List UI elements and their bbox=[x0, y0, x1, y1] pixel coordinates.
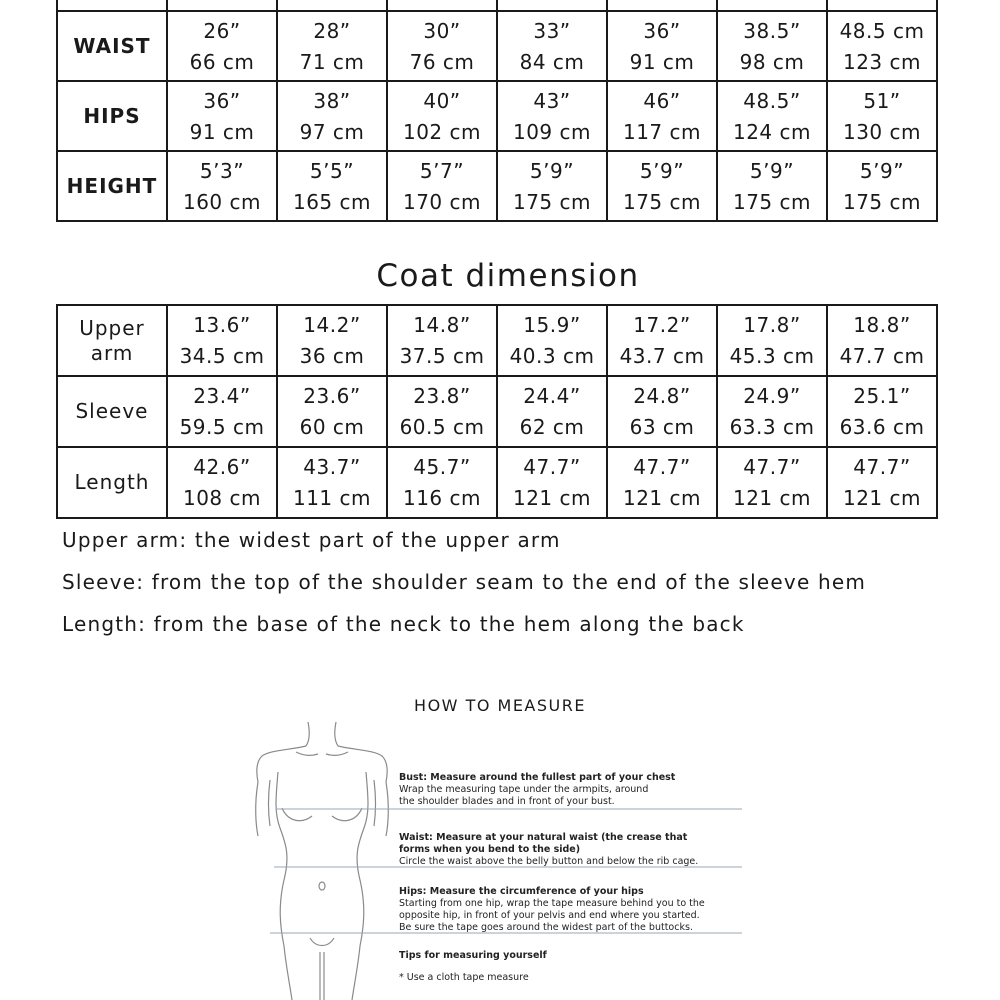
value-centimeters: 175 cm bbox=[512, 189, 591, 214]
value-centimeters: 36 cm bbox=[299, 344, 365, 368]
value-inches: 5’9” bbox=[749, 158, 795, 183]
coat-dimension-table bbox=[56, 304, 938, 519]
value-centimeters: 63 cm bbox=[629, 415, 695, 439]
value-centimeters: 175 cm bbox=[732, 189, 811, 214]
body-size-table bbox=[56, 0, 938, 222]
value-inches: 25.1” bbox=[853, 384, 911, 408]
value-centimeters: 63.3 cm bbox=[729, 415, 815, 439]
value-inches: 46” bbox=[643, 88, 681, 113]
value-inches: 14.2” bbox=[303, 313, 361, 337]
size-cell bbox=[827, 376, 937, 447]
value-inches: 24.9” bbox=[743, 384, 801, 408]
value-inches: 45.7” bbox=[413, 455, 471, 479]
size-cell bbox=[827, 305, 937, 376]
note-sleeve: Sleeve: from the top of the shoulder seam to the end of the sleeve hem bbox=[62, 570, 867, 594]
size-cell bbox=[167, 376, 277, 447]
size-cell bbox=[497, 11, 607, 81]
measure-figure bbox=[240, 716, 760, 1000]
value-inches: 26” bbox=[203, 18, 241, 43]
value-inches: 47.7” bbox=[743, 455, 801, 479]
value-inches: 36” bbox=[643, 18, 681, 43]
size-cell bbox=[717, 151, 827, 221]
value-centimeters: 71 cm bbox=[299, 49, 365, 74]
value-centimeters: 98 cm bbox=[739, 49, 805, 74]
size-cell bbox=[167, 81, 277, 151]
size-cell bbox=[277, 151, 387, 221]
value-inches: 42.6” bbox=[193, 455, 251, 479]
table-row bbox=[57, 81, 937, 151]
value-centimeters: 165 cm bbox=[292, 189, 371, 214]
value-centimeters: 124 cm bbox=[732, 119, 811, 144]
hips-instructions: Hips: Measure the circumference of your hips Starting from one hip, wrap the tape measure behind you to the opposite hip, in front of your pelvis and end where you started. Be sure the tape goes around the widest part of the buttocks. bbox=[399, 886, 705, 933]
measurement-notes bbox=[62, 527, 866, 653]
value-centimeters: 34.5 cm bbox=[179, 344, 265, 368]
size-cell bbox=[167, 447, 277, 518]
row-label: Length bbox=[57, 447, 167, 518]
value-inches: 48.5 cm bbox=[839, 18, 925, 43]
row-label: HEIGHT bbox=[57, 151, 167, 221]
size-cell bbox=[387, 305, 497, 376]
value-inches: 17.2” bbox=[633, 313, 691, 337]
value-inches: 47.7” bbox=[853, 455, 911, 479]
value-centimeters: 160 cm bbox=[182, 189, 261, 214]
value-centimeters: 59.5 cm bbox=[179, 415, 265, 439]
size-cell bbox=[387, 447, 497, 518]
value-inches: 15.9” bbox=[523, 313, 581, 337]
size-cell bbox=[717, 376, 827, 447]
size-cell bbox=[827, 447, 937, 518]
table-row bbox=[57, 151, 937, 221]
value-inches: 14.8” bbox=[413, 313, 471, 337]
value-centimeters: 175 cm bbox=[622, 189, 701, 214]
value-centimeters: 76 cm bbox=[409, 49, 475, 74]
table-row bbox=[57, 305, 937, 376]
table-row bbox=[57, 11, 937, 81]
value-inches: 38” bbox=[313, 88, 351, 113]
value-centimeters: 40.3 cm bbox=[509, 344, 595, 368]
value-centimeters: 108 cm bbox=[182, 486, 261, 510]
value-centimeters: 111 cm bbox=[292, 486, 371, 510]
value-centimeters: 62 cm bbox=[519, 415, 585, 439]
value-centimeters: 63.6 cm bbox=[839, 415, 925, 439]
value-centimeters: 116 cm bbox=[402, 486, 481, 510]
value-centimeters: 60 cm bbox=[299, 415, 365, 439]
row-label: Sleeve bbox=[57, 376, 167, 447]
value-centimeters: 66 cm bbox=[189, 49, 255, 74]
size-cell bbox=[607, 151, 717, 221]
value-inches: 28” bbox=[313, 18, 351, 43]
size-cell bbox=[167, 11, 277, 81]
note-upper-arm: Upper arm: the widest part of the upper arm bbox=[62, 528, 561, 552]
size-cell bbox=[497, 447, 607, 518]
value-centimeters: 121 cm bbox=[512, 486, 591, 510]
value-inches: 36” bbox=[203, 88, 241, 113]
row-label: Upper arm bbox=[57, 305, 167, 376]
value-inches: 17.8” bbox=[743, 313, 801, 337]
row-label: HIPS bbox=[57, 81, 167, 151]
value-inches: 5’9” bbox=[639, 158, 685, 183]
value-inches: 23.8” bbox=[413, 384, 471, 408]
bust-instructions: Bust: Measure around the fullest part of your chest Wrap the measuring tape under the armpits, around the shoulder blades and in front of your bust. bbox=[399, 772, 676, 807]
size-cell bbox=[277, 305, 387, 376]
value-centimeters: 37.5 cm bbox=[399, 344, 485, 368]
value-centimeters: 47.7 cm bbox=[839, 344, 925, 368]
value-inches: 13.6” bbox=[193, 313, 251, 337]
value-centimeters: 43.7 cm bbox=[619, 344, 705, 368]
value-inches: 38.5” bbox=[743, 18, 801, 43]
size-cell bbox=[387, 151, 497, 221]
value-centimeters: 84 cm bbox=[519, 49, 585, 74]
value-centimeters: 60.5 cm bbox=[399, 415, 485, 439]
size-cell bbox=[717, 11, 827, 81]
value-inches: 5’3” bbox=[199, 158, 245, 183]
size-cell bbox=[277, 81, 387, 151]
size-cell bbox=[717, 81, 827, 151]
value-inches: 5’9” bbox=[529, 158, 575, 183]
size-cell bbox=[277, 447, 387, 518]
size-cell bbox=[607, 305, 717, 376]
size-cell bbox=[497, 305, 607, 376]
value-inches: 5’5” bbox=[309, 158, 355, 183]
value-inches: 23.4” bbox=[193, 384, 251, 408]
size-cell bbox=[277, 11, 387, 81]
value-inches: 24.8” bbox=[633, 384, 691, 408]
value-centimeters: 117 cm bbox=[622, 119, 701, 144]
value-centimeters: 121 cm bbox=[622, 486, 701, 510]
table-row bbox=[57, 376, 937, 447]
size-cell bbox=[717, 305, 827, 376]
size-cell bbox=[827, 11, 937, 81]
value-centimeters: 97 cm bbox=[299, 119, 365, 144]
value-inches: 47.7” bbox=[523, 455, 581, 479]
value-inches: 43” bbox=[533, 88, 571, 113]
size-cell bbox=[827, 151, 937, 221]
value-centimeters: 130 cm bbox=[842, 119, 921, 144]
size-cell bbox=[827, 81, 937, 151]
size-cell bbox=[167, 305, 277, 376]
value-inches: 30” bbox=[423, 18, 461, 43]
value-centimeters: 109 cm bbox=[512, 119, 591, 144]
coat-dimension-title: Coat dimension bbox=[376, 258, 640, 294]
value-centimeters: 102 cm bbox=[402, 119, 481, 144]
size-cell bbox=[497, 376, 607, 447]
size-cell bbox=[167, 151, 277, 221]
value-inches: 5’7” bbox=[419, 158, 465, 183]
size-cell bbox=[607, 11, 717, 81]
value-centimeters: 45.3 cm bbox=[729, 344, 815, 368]
measuring-tips: Tips for measuring yourself * Use a cloth tape measure bbox=[399, 950, 547, 983]
size-cell bbox=[277, 376, 387, 447]
value-inches: 23.6” bbox=[303, 384, 361, 408]
value-centimeters: 121 cm bbox=[732, 486, 811, 510]
value-centimeters: 170 cm bbox=[402, 189, 481, 214]
waist-instructions: Waist: Measure at your natural waist (the crease that forms when you bend to the side) Circle the waist above the belly button and below the rib cage. bbox=[399, 832, 699, 867]
size-cell bbox=[497, 151, 607, 221]
size-cell bbox=[387, 376, 497, 447]
value-inches: 5’9” bbox=[859, 158, 905, 183]
value-inches: 18.8” bbox=[853, 313, 911, 337]
size-cell bbox=[607, 376, 717, 447]
size-cell bbox=[607, 81, 717, 151]
value-centimeters: 91 cm bbox=[629, 49, 695, 74]
size-cell bbox=[387, 11, 497, 81]
table-row bbox=[57, 447, 937, 518]
size-cell bbox=[497, 81, 607, 151]
value-inches: 47.7” bbox=[633, 455, 691, 479]
table-row bbox=[57, 0, 937, 11]
row-label: WAIST bbox=[57, 11, 167, 81]
value-inches: 48.5” bbox=[743, 88, 801, 113]
value-inches: 24.4” bbox=[523, 384, 581, 408]
how-to-measure-title: HOW TO MEASURE bbox=[414, 696, 586, 715]
value-centimeters: 91 cm bbox=[189, 119, 255, 144]
value-inches: 51” bbox=[863, 88, 901, 113]
value-inches: 33” bbox=[533, 18, 571, 43]
value-centimeters: 121 cm bbox=[842, 486, 921, 510]
size-cell bbox=[717, 447, 827, 518]
size-cell bbox=[387, 81, 497, 151]
value-centimeters: 175 cm bbox=[842, 189, 921, 214]
value-centimeters: 123 cm bbox=[842, 49, 921, 74]
note-length: Length: from the base of the neck to the hem along the back bbox=[62, 612, 745, 636]
size-cell bbox=[607, 447, 717, 518]
value-inches: 43.7” bbox=[303, 455, 361, 479]
value-inches: 40” bbox=[423, 88, 461, 113]
